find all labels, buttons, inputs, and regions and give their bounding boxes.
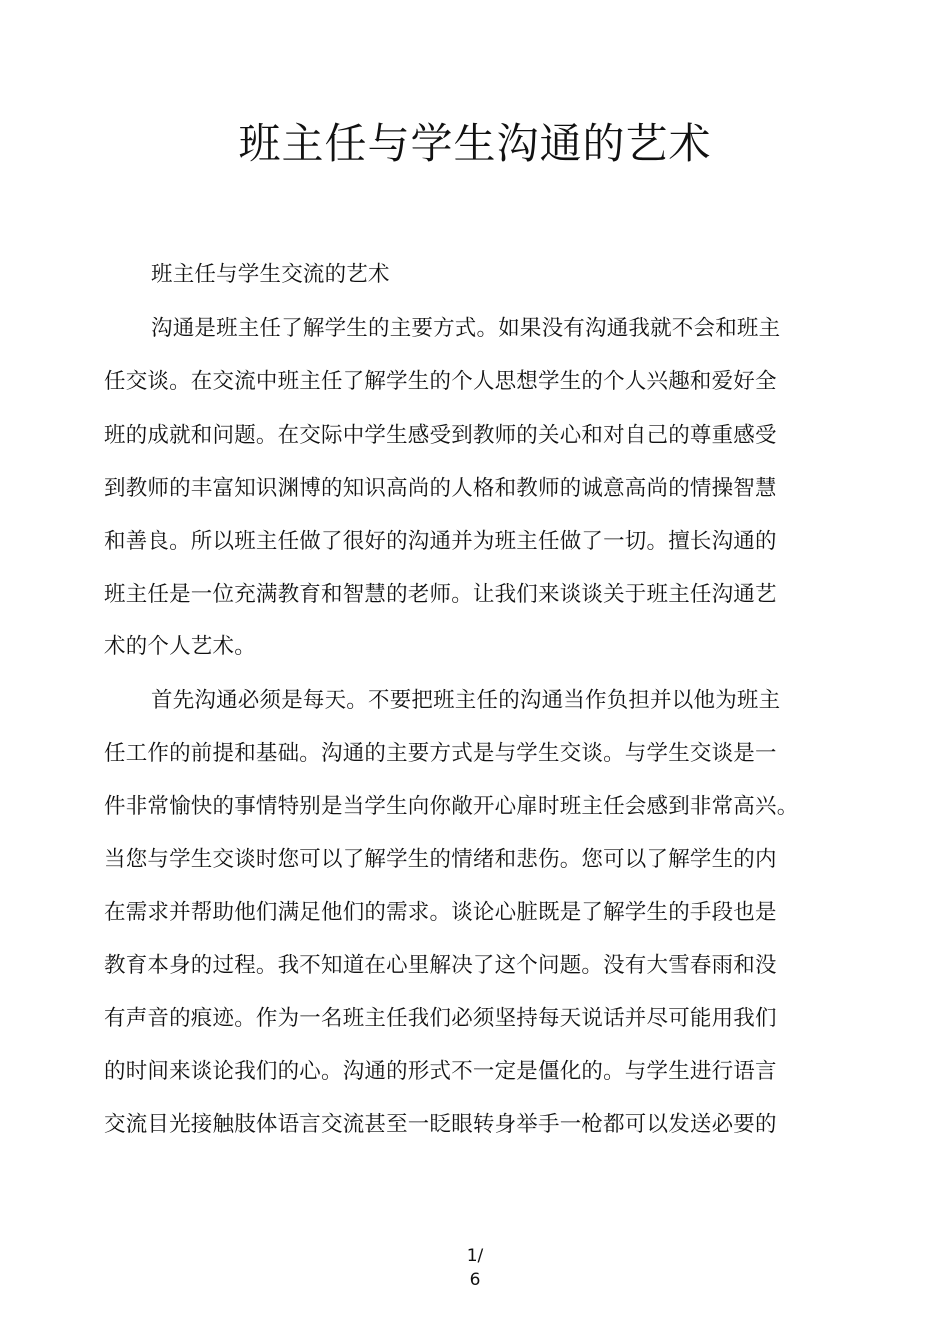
paragraph-line: 的时间来谈论我们的心。沟通的形式不一定是僵化的。与学生进行语言 <box>104 1059 777 1084</box>
page-number-current: 1/ <box>466 1246 484 1266</box>
paragraph-line: 件非常愉快的事情特别是当学生向你敞开心扉时班主任会感到非常高兴。 <box>104 794 799 819</box>
page-number <box>0 1244 950 1292</box>
section-heading: 班主任与学生交流的艺术 <box>151 262 390 287</box>
paragraph-line: 交流目光接触肢体语言交流甚至一眨眼转身举手一枪都可以发送必要的 <box>104 1112 777 1137</box>
page-title: 班主任与学生沟通的艺术 <box>238 119 712 168</box>
paragraph-line: 和善良。所以班主任做了很好的沟通并为班主任做了一切。擅长沟通的 <box>104 529 777 554</box>
page-number-total: 6 <box>469 1270 481 1290</box>
paragraph-line: 首先沟通必须是每天。不要把班主任的沟通当作负担并以他为班主 <box>151 688 781 713</box>
paragraph-line: 班主任是一位充满教育和智慧的老师。让我们来谈谈关于班主任沟通艺 <box>104 582 777 607</box>
paragraph-line: 任交谈。在交流中班主任了解学生的个人思想学生的个人兴趣和爱好全 <box>104 369 777 394</box>
paragraph-line: 有声音的痕迹。作为一名班主任我们必须坚持每天说话并尽可能用我们 <box>104 1006 777 1031</box>
paragraph-line: 任工作的前提和基础。沟通的主要方式是与学生交谈。与学生交谈是一 <box>104 741 777 766</box>
paragraph-line: 沟通是班主任了解学生的主要方式。如果没有沟通我就不会和班主 <box>151 316 781 341</box>
paragraph-line: 到教师的丰富知识渊博的知识高尚的人格和教师的诚意高尚的情操智慧 <box>104 476 777 501</box>
paragraph-line: 教育本身的过程。我不知道在心里解决了这个问题。没有大雪春雨和没 <box>104 953 777 978</box>
paragraph-line: 在需求并帮助他们满足他们的需求。谈论心脏既是了解学生的手段也是 <box>104 900 777 925</box>
paragraph-line: 当您与学生交谈时您可以了解学生的情绪和悲伤。您可以了解学生的内 <box>104 847 777 872</box>
paragraph-line: 术的个人艺术。 <box>104 634 256 659</box>
paragraph-line: 班的成就和问题。在交际中学生感受到教师的关心和对自己的尊重感受 <box>104 423 777 448</box>
